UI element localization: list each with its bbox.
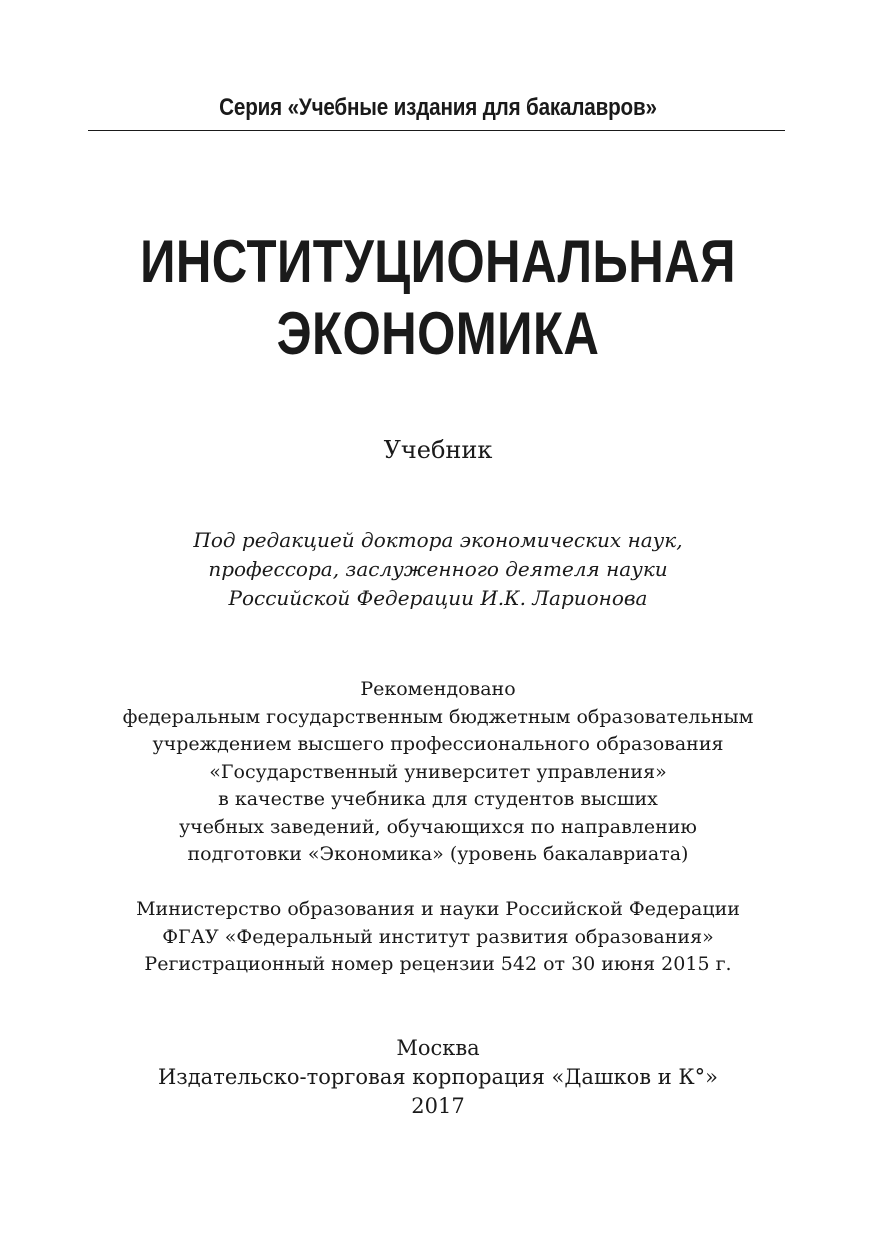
- ministry-line: ФГАУ «Федеральный институт развития образования»: [162, 925, 714, 948]
- recommendation-line: учреждением высшего профессионального образования: [152, 733, 724, 755]
- recommendation-line: «Государственный университет управления»: [209, 760, 667, 783]
- imprint-city: Москва: [396, 1036, 480, 1060]
- book-title-line-1: ИНСТИТУЦИОНАЛЬНАЯ: [140, 228, 736, 295]
- recommendation-line: учебных заведений, обучающихся по направлению: [179, 815, 697, 838]
- ministry-block: [0, 896, 876, 979]
- ministry-line: Министерство образования и науки Российской Федерации: [136, 898, 740, 920]
- book-type: Учебник: [383, 436, 493, 464]
- header-rule: [88, 130, 785, 131]
- book-title-line-2: ЭКОНОМИКА: [276, 300, 600, 367]
- imprint-year: 2017: [411, 1094, 465, 1118]
- imprint-publisher: Издательско-торговая корпорация «Дашков и К°»: [157, 1065, 719, 1089]
- editor-line: профессора, заслуженного деятеля науки: [208, 557, 668, 581]
- book-title: [79, 226, 797, 370]
- recommendation-line: Рекомендовано: [360, 678, 516, 700]
- recommendation-block: [0, 676, 876, 869]
- recommendation-line: федеральным государственным бюджетным образовательным: [122, 705, 754, 728]
- editor-line: Российской Федерации И.К. Ларионова: [228, 586, 648, 610]
- editor-line: Под редакцией доктора экономических наук,: [193, 528, 683, 552]
- ministry-line: Регистрационный номер рецензии 542 от 30 июня 2015 г.: [144, 953, 732, 975]
- recommendation-line: в качестве учебника для студентов высших: [218, 788, 658, 810]
- series-heading: Серия «Учебные издания для бакалавров»: [219, 94, 657, 121]
- editor-block: [0, 526, 876, 613]
- imprint-block: [0, 1034, 876, 1121]
- recommendation-line: подготовки «Экономика» (уровень бакалавриата): [187, 843, 689, 865]
